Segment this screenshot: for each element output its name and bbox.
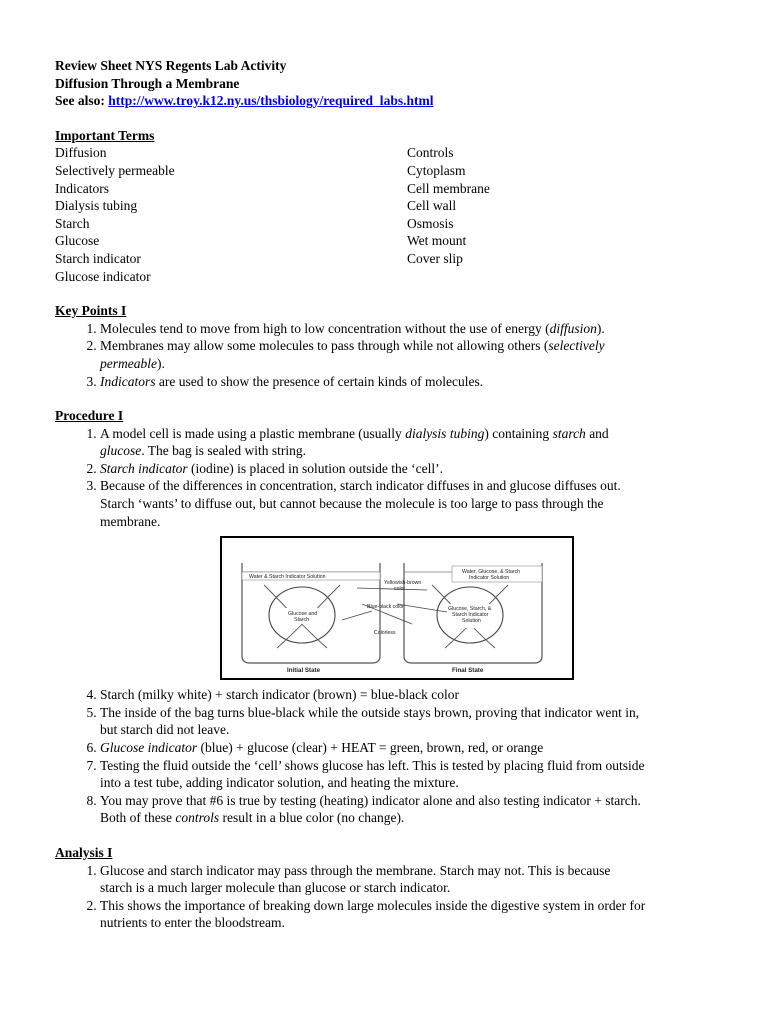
right-bag-label: Solution [462, 618, 481, 625]
list-item [100, 897, 723, 932]
blueblack-label: Blue-black color [367, 604, 404, 611]
text-run: Membranes may allow some molecules to pass through while not allowing others ( [100, 338, 549, 354]
list-item [100, 757, 723, 792]
list-item [100, 460, 723, 478]
terms-columns [55, 144, 723, 285]
spacer [55, 827, 723, 844]
list-item [100, 792, 723, 827]
procedure-heading: Procedure I [55, 408, 124, 424]
text-run: Both of these [100, 810, 176, 826]
list-item [100, 477, 723, 530]
term-item: Dialysis tubing [55, 198, 138, 214]
right-beaker-label: Water, Glucose, & Starch [462, 569, 521, 576]
text-run: dialysis tubing [405, 425, 485, 441]
document-page [55, 57, 723, 932]
list-item [100, 739, 723, 757]
term-item: Controls [407, 145, 454, 161]
term-item: Glucose indicator [55, 268, 151, 284]
spacer [55, 285, 723, 302]
yellowish-label: Yellowish-brown [384, 580, 422, 587]
terms-left-column [55, 144, 407, 285]
term-item: Wet mount [407, 233, 467, 249]
right-bag-label: Glucose, Starch, & [448, 606, 492, 613]
diffusion-figure [220, 536, 574, 680]
left-bag-label: Glucose and [288, 611, 318, 618]
term-item: Osmosis [407, 215, 454, 231]
text-run: Molecules tend to move from high to low concentration without the use of energy ( [100, 320, 550, 336]
initial-state-label: Initial State [287, 667, 321, 675]
text-run: selectively [548, 338, 605, 354]
text-run: Glucose indicator [100, 740, 198, 756]
list-item: 4. Starch (milky white) + starch indicator (brown) = blue-black color [100, 686, 723, 704]
key-points-heading: Key Points I [55, 303, 127, 319]
text-run: permeable [100, 355, 157, 371]
text-run: Testing the fluid outside the ‘cell’ shows glucose has left. This is tested by placing fluid from outside [100, 757, 645, 773]
term-item: Cell wall [407, 198, 457, 214]
text-run: ) containing [484, 425, 553, 441]
see-also-label: See also: [55, 93, 105, 109]
procedure-list-a [55, 425, 723, 531]
see-also-link[interactable]: http://www.troy.k12.ny.us/thsbiology/required_labs.html [108, 93, 434, 109]
text-run: This shows the importance of breaking down large molecules inside the digestive system in order for [100, 897, 646, 913]
text-run: Starch ‘wants’ to diffuse out, but cannot because the molecule is too large to pass through the [100, 496, 604, 512]
document-subtitle: Diffusion Through a Membrane [55, 75, 240, 91]
spacer [55, 390, 723, 407]
diffusion-diagram [222, 538, 572, 678]
term-item: Selectively permeable [55, 162, 175, 178]
text-run: ). [156, 355, 165, 371]
text-run: ). [596, 320, 605, 336]
term-item: Diffusion [55, 145, 107, 161]
terms-heading: Important Terms [55, 127, 155, 143]
terms-right-column [407, 144, 707, 285]
text-run: membrane. [100, 513, 161, 529]
key-points-list [55, 320, 723, 390]
text-run: and [585, 425, 609, 441]
text-run: Glucose and starch indicator may pass through the membrane. Starch may not. This is because [100, 862, 611, 878]
text-run: nutrients to enter the bloodstream. [100, 915, 285, 931]
list-item [100, 373, 723, 391]
spacer [55, 110, 723, 127]
list-item [100, 320, 723, 338]
procedure-list-b [55, 686, 723, 827]
left-bag-label: Starch [294, 617, 309, 624]
list-item [100, 704, 723, 739]
text-run: The inside of the bag turns blue-black while the outside stays brown, proving that indicator went in, [100, 704, 640, 720]
final-state-label: Final State [452, 667, 484, 675]
text-run: (blue) + glucose (clear) + HEAT = green, brown, red, or orange [197, 740, 544, 756]
term-item: Cover slip [407, 250, 463, 266]
text-run: . The bag is sealed with string. [141, 443, 306, 459]
text-run: result in a blue color (no change). [219, 810, 405, 826]
document-title: Review Sheet NYS Regents Lab Activity [55, 58, 287, 73]
list-item [100, 862, 723, 897]
term-item: Indicators [55, 180, 109, 196]
text-run: Indicators [100, 373, 156, 389]
list-item [100, 337, 723, 372]
analysis-heading: Analysis I [55, 845, 113, 860]
right-beaker-label: Indicator Solution [469, 575, 510, 582]
right-bag-label: Starch Indicator [452, 612, 489, 619]
text-run: A model cell is made using a plastic membrane (usually [100, 425, 406, 441]
left-beaker-label: Water & Starch Indicator Solution [249, 574, 326, 581]
text-run: are used to show the presence of certain kinds of molecules. [155, 373, 484, 389]
text-run: Starch indicator [100, 460, 188, 476]
yellowish-label: color [394, 586, 406, 593]
text-run: Because of the differences in concentration, starch indicator diffuses in and glucose diffuses out. [100, 478, 621, 494]
text-run: glucose [100, 443, 142, 459]
text-run: diffusion [549, 320, 597, 336]
term-item: Cell membrane [407, 180, 490, 196]
text-run: but starch did not leave. [100, 722, 230, 738]
text-run: You may prove that #6 is true by testing (heating) indicator alone and also testing indicator + starch. [100, 792, 641, 808]
text-run: starch [552, 425, 586, 441]
term-item: Starch [55, 215, 90, 231]
list-item [100, 425, 723, 460]
text-run: (iodine) is placed in solution outside the ‘cell’. [187, 460, 443, 476]
analysis-list [55, 862, 723, 932]
term-item: Starch indicator [55, 250, 141, 266]
text-run: into a test tube, adding indicator solution, and heating the mixture. [100, 775, 459, 791]
term-item: Glucose [55, 233, 100, 249]
text-run: starch is a much larger molecule than glucose or starch indicator. [100, 880, 451, 896]
term-item: Cytoplasm [407, 162, 466, 178]
text-run: controls [175, 810, 220, 826]
see-also-line [55, 92, 723, 110]
colorless-label: Colorless [374, 630, 396, 637]
